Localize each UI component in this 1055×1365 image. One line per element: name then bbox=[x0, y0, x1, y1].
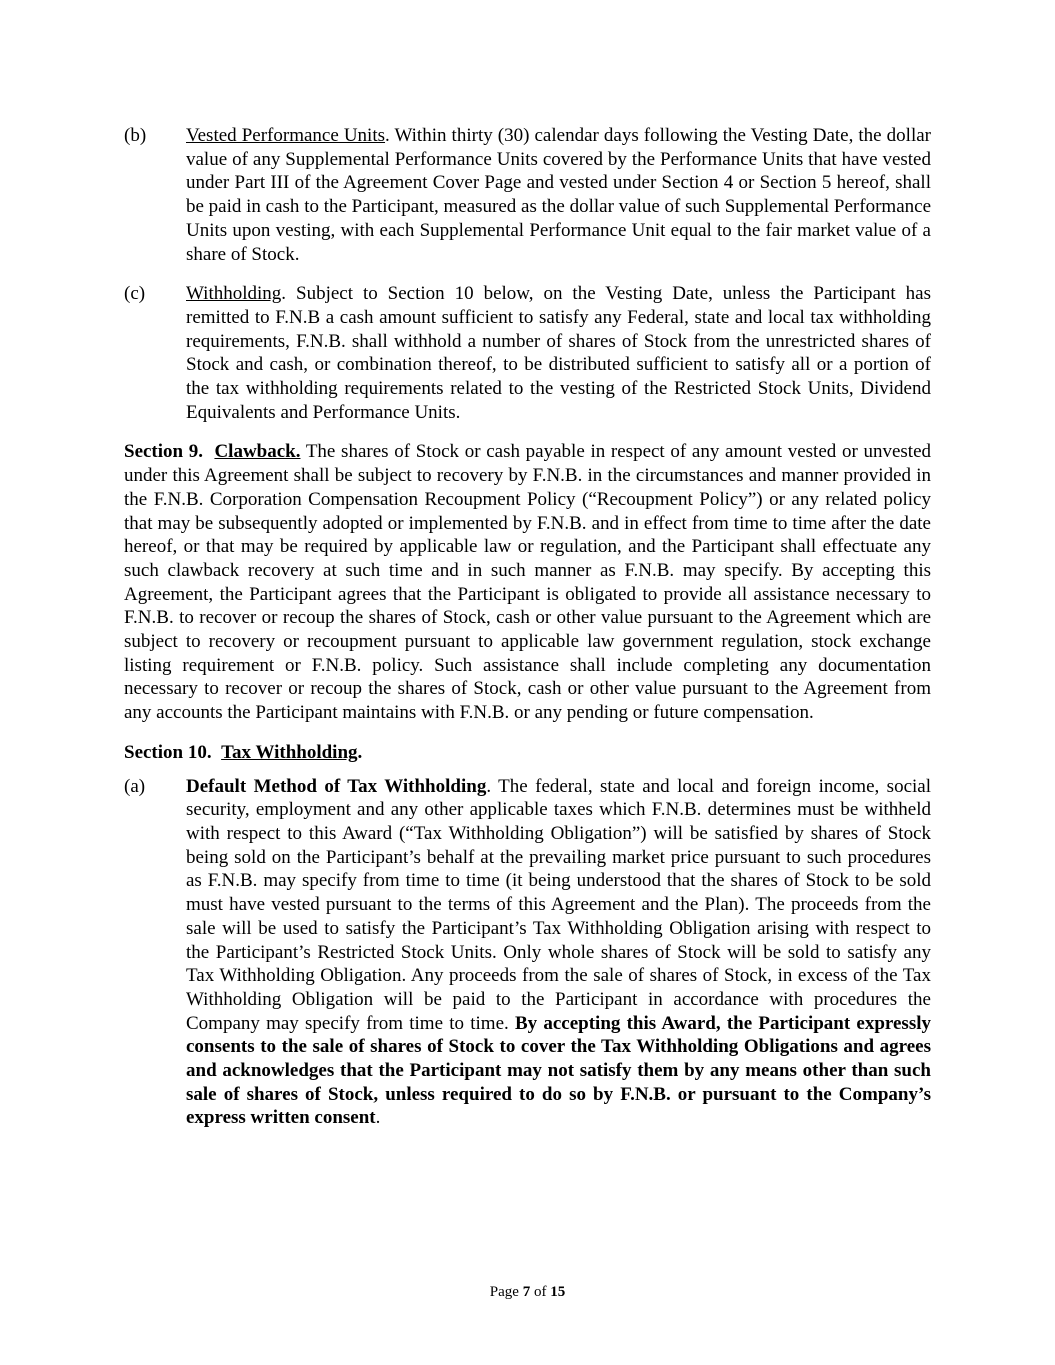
clause-10a-title: Default Method of Tax Withholding bbox=[186, 775, 487, 797]
clause-b bbox=[124, 124, 931, 266]
footer-total-pages: 15 bbox=[550, 1284, 566, 1300]
clause-c-label: (c) bbox=[124, 283, 146, 305]
clause-10a-end: . bbox=[375, 1107, 381, 1129]
clause-10a-label: (a) bbox=[124, 775, 146, 797]
section-10-heading bbox=[124, 741, 931, 765]
clause-c-title: Withholding bbox=[186, 283, 282, 305]
document-page bbox=[124, 124, 931, 1146]
clause-10a bbox=[124, 775, 931, 1131]
clause-b-title: Vested Performance Units bbox=[186, 125, 386, 146]
section-9-text: The shares of Stock or cash payable in respect of any amount vested or unvested under this Agreement shall be subject to recovery by F.N.B. in the circumstances and manner provided in the F.N.B. Corporation Compensation Recoupment Policy (“Recoupment Policy”) or any related policy that may be subsequently adopted or implemented by F.N.B. and in effect from time to time after the date hereof, or that may be required by applicable law or regulation, and the Participant shall effectuate any such clawback recovery at such time and in such manner as F.N.B. may specify. By accepting this Agreement, the Participant agrees that the Participant is obligated to provide all assistance necessary to F.N.B. to recover or recoup the shares of Stock, cash or other value pursuant to the Agreement which are subject to recovery or recoupment pursuant to applicable law government regulation, stock exchange listing requirement or F.N.B. policy. Such assistance shall include completing any documentation necessary to recover or recoup the shares of Stock, cash or other value pursuant to the Agreement from any accounts the Participant maintains with F.N.B. or any pending or future compensation. bbox=[124, 441, 932, 724]
clause-10a-body bbox=[186, 775, 931, 1131]
section-9-number: Section 9. bbox=[124, 441, 204, 463]
clause-b-body bbox=[186, 124, 931, 266]
page-footer bbox=[0, 1284, 1055, 1301]
section-9-title: Clawback. bbox=[214, 441, 301, 463]
clause-c-body bbox=[186, 282, 931, 424]
clause-10a-bold-text: By accepting this Award, the Participant expressly consents to the sale of shares of Stock to cover the Tax Withholding Obligations and agrees and acknowledges that the Participant may not satisfy them by any means other than such sale of shares of Stock, unless required to do so by F.N.B. or pursuant to the Company’s express written consent bbox=[186, 1012, 932, 1129]
section-10-title: Tax Withholding bbox=[221, 741, 358, 763]
footer-current-page: 7 bbox=[522, 1284, 531, 1300]
section-9 bbox=[124, 440, 931, 724]
clause-10a-text: . The federal, state and local and foreign income, social security, employment and any other applicable taxes which F.N.B. determines must be withheld with respect to this Award (“Tax Withholding Obligation”) will be satisfied by shares of Stock being sold on the Participant’s behalf at the prevailing market price pursuant to such procedures as F.N.B. may specify from time to time (it being understood that the shares of Stock to be sold must have vested pursuant to the terms of this Agreement and the Plan). The proceeds from the sale will be used to satisfy the Participant’s Tax Withholding Obligation arising with respect to the Participant’s Restricted Stock Units. Only whole shares of Stock will be sold to satisfy any Tax Withholding Obligation. Any proceeds from the sale of shares of Stock, in excess of the Tax Withholding Obligation will be paid to the Participant in accordance with procedures the Company may specify from time to time. bbox=[186, 775, 931, 1034]
clause-b-text: . Within thirty (30) calendar days following the Vesting Date, the dollar value of any Supplemental Performance Units covered by the Performance Units that have vested under Part III of the Agreement Cover Page and vested under Section 4 or Section 5 hereof, shall be paid in cash to the Participant, measured as the dollar value of such Supplemental Performance Units upon vesting, with each Supplemental Performance Unit equal to the fair market value of a share of Stock. bbox=[186, 125, 931, 265]
footer-prefix: Page bbox=[489, 1284, 523, 1300]
clause-c bbox=[124, 282, 931, 424]
clause-c-text: . Subject to Section 10 below, on the Vesting Date, unless the Participant has remitted to F.N.B a cash amount sufficient to satisfy any Federal, state and local tax withholding requirements, F.N.B. shall withhold a number of shares of Stock from the unrestricted shares of Stock and cash, or combination thereof, to be distributed sufficient to satisfy all or a portion of the tax withholding requirements related to the vesting of the Restricted Stock Units, Dividend Equivalents and Performance Units. bbox=[186, 283, 931, 423]
footer-of: of bbox=[530, 1284, 551, 1300]
section-10-number: Section 10. bbox=[124, 741, 212, 763]
clause-b-label: (b) bbox=[124, 125, 147, 146]
section-10-period: . bbox=[357, 741, 363, 763]
